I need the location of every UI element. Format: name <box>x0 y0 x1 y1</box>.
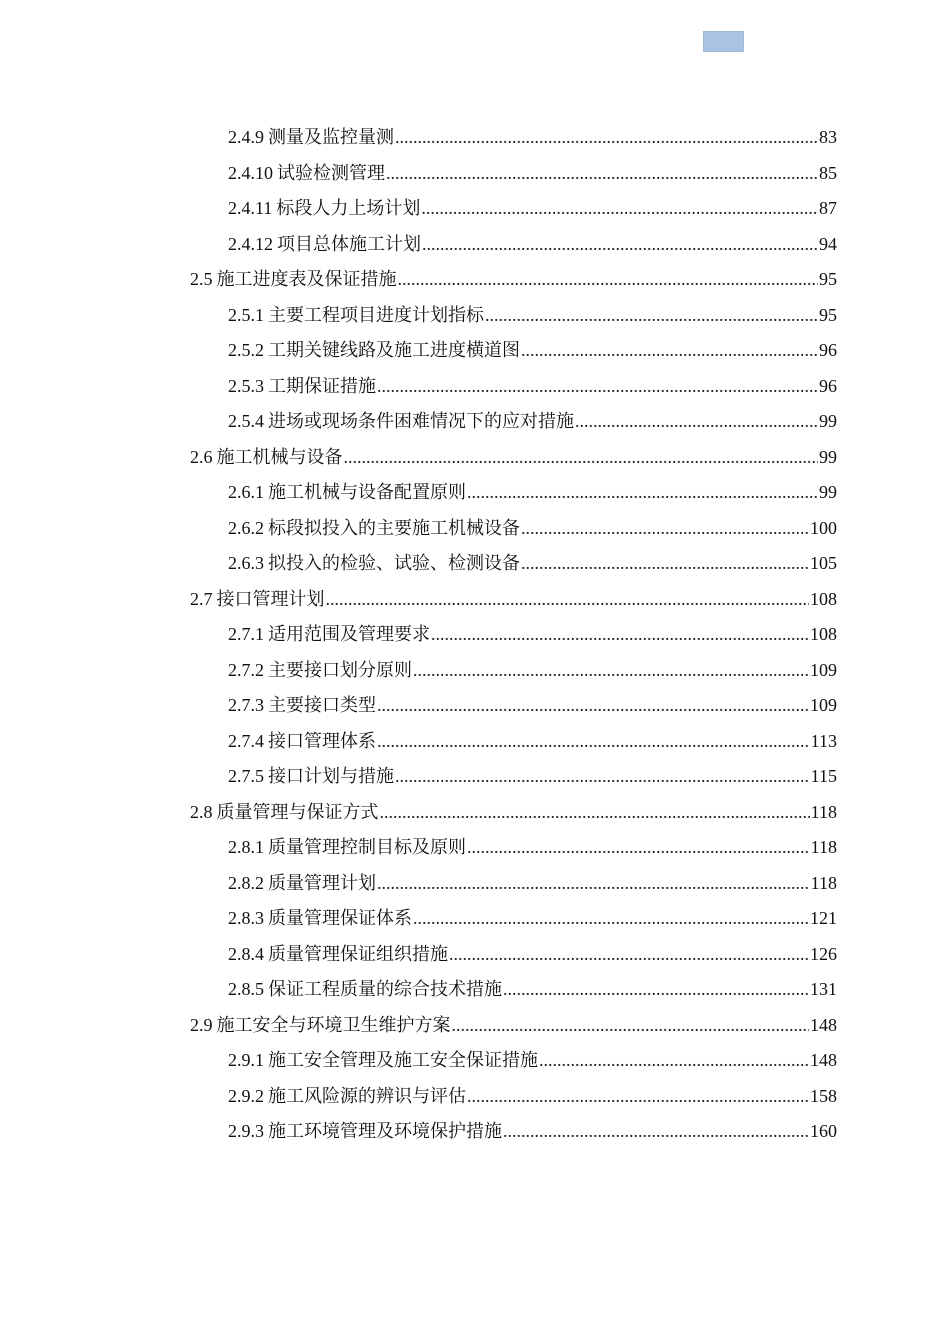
toc-entry-number: 2.6 <box>190 447 213 467</box>
toc-entry-number: 2.4.10 <box>228 163 273 183</box>
toc-entry-page-number: 99 <box>819 482 837 502</box>
toc-entry-page-number: 99 <box>819 447 837 467</box>
toc-entry-title: 项目总体施工计划 <box>277 234 421 254</box>
toc-entry-title: 标段人力上场计划 <box>276 198 421 218</box>
toc-entry-page-number: 95 <box>819 269 837 289</box>
toc-entry[interactable] <box>228 119 837 155</box>
toc-entry[interactable] <box>228 332 837 368</box>
toc-dot-leader <box>521 332 818 368</box>
toc-entry[interactable] <box>228 190 837 226</box>
toc-entry-number: 2.4.11 <box>228 198 273 218</box>
toc-entry-number: 2.7.4 <box>228 731 264 751</box>
toc-entry-page-number: 115 <box>810 766 837 786</box>
toc-entry[interactable] <box>190 1007 837 1043</box>
toc-entry-number: 2.5.1 <box>228 305 264 325</box>
toc-entry-number: 2.8.5 <box>228 979 264 999</box>
toc-entry-number: 2.7.1 <box>228 624 264 644</box>
toc-entry-number: 2.7.3 <box>228 695 264 715</box>
toc-entry-page-number: 109 <box>810 695 837 715</box>
toc-entry[interactable] <box>228 510 837 546</box>
toc-entry-number: 2.5.2 <box>228 340 264 360</box>
toc-entry-title: 测量及监控量测 <box>268 127 394 147</box>
toc-dot-leader <box>421 190 818 226</box>
toc-entry-number: 2.8 <box>190 802 213 822</box>
toc-entry-title: 主要工程项目进度计划指标 <box>268 305 484 325</box>
toc-entry-page-number: 83 <box>819 127 837 147</box>
toc-entry-number: 2.5.4 <box>228 411 264 431</box>
toc-entry-page-number: 131 <box>810 979 837 999</box>
toc-dot-leader <box>395 119 818 155</box>
toc-dot-leader <box>377 368 818 404</box>
toc-entry-title: 接口计划与措施 <box>268 766 394 786</box>
toc-entry-title: 工期关键线路及施工进度横道图 <box>268 340 520 360</box>
toc-entry-page-number: 100 <box>810 518 837 538</box>
toc-entry[interactable] <box>228 865 837 901</box>
toc-entry[interactable] <box>228 829 837 865</box>
toc-entry-number: 2.8.1 <box>228 837 264 857</box>
toc-entry-title: 接口管理体系 <box>268 731 376 751</box>
toc-entry-page-number: 121 <box>810 908 837 928</box>
toc-dot-leader <box>395 758 810 794</box>
toc-entry-page-number: 126 <box>810 944 837 964</box>
toc-entry-page-number: 148 <box>810 1050 837 1070</box>
toc-entry-title: 施工环境管理及环境保护措施 <box>268 1121 502 1141</box>
toc-dot-leader <box>431 616 809 652</box>
toc-dot-leader <box>326 581 810 617</box>
toc-entry-title: 质量管理与保证方式 <box>216 802 379 822</box>
toc-entry-title: 质量管理保证组织措施 <box>268 944 448 964</box>
toc-entry-title: 施工机械与设备 <box>216 447 343 467</box>
toc-entry-title: 接口管理计划 <box>216 589 325 609</box>
toc-entry-title: 质量管理控制目标及原则 <box>268 837 466 857</box>
toc-entry-number: 2.6.2 <box>228 518 264 538</box>
toc-entry-page-number: 158 <box>810 1086 837 1106</box>
toc-entry-number: 2.9.1 <box>228 1050 264 1070</box>
toc-dot-leader <box>503 971 809 1007</box>
toc-entry[interactable] <box>190 794 837 830</box>
toc-entry[interactable] <box>228 1078 837 1114</box>
toc-entry-number: 2.8.3 <box>228 908 264 928</box>
toc-entry-number: 2.9.3 <box>228 1121 264 1141</box>
toc-entry-title: 施工进度表及保证措施 <box>216 269 397 289</box>
toc-entry-title: 进场或现场条件困难情况下的应对措施 <box>268 411 574 431</box>
toc-entry[interactable] <box>228 616 837 652</box>
toc-entry-title: 试验检测管理 <box>277 163 385 183</box>
toc-entry-number: 2.7.5 <box>228 766 264 786</box>
toc-entry[interactable] <box>190 581 837 617</box>
toc-entry-number: 2.5.3 <box>228 376 264 396</box>
toc-dot-leader <box>380 794 810 830</box>
toc-entry-title: 主要接口类型 <box>268 695 376 715</box>
toc-entry-number: 2.6.3 <box>228 553 264 573</box>
toc-entry-title: 标段拟投入的主要施工机械设备 <box>268 518 520 538</box>
toc-dot-leader <box>467 474 818 510</box>
toc-entry-page-number: 108 <box>810 624 837 644</box>
toc-entry-number: 2.6.1 <box>228 482 264 502</box>
toc-dot-leader <box>398 261 819 297</box>
toc-entry-title: 质量管理计划 <box>268 873 376 893</box>
toc-entry-page-number: 85 <box>819 163 837 183</box>
toc-entry-title: 施工安全管理及施工安全保证措施 <box>268 1050 538 1070</box>
toc-entry-page-number: 87 <box>819 198 837 218</box>
toc-dot-leader <box>521 510 809 546</box>
toc-entry-page-number: 96 <box>819 340 837 360</box>
toc-dot-leader <box>521 545 809 581</box>
toc-dot-leader <box>539 1042 809 1078</box>
toc-entry-number: 2.8.4 <box>228 944 264 964</box>
toc-entry-page-number: 105 <box>810 553 837 573</box>
toc-dot-leader <box>449 936 809 972</box>
toc-entry-title: 工期保证措施 <box>268 376 376 396</box>
toc-entry-number: 2.4.12 <box>228 234 273 254</box>
toc-dot-leader <box>467 1078 809 1114</box>
toc-entry[interactable] <box>228 545 837 581</box>
toc-dot-leader <box>467 829 810 865</box>
toc-entry-page-number: 118 <box>810 873 837 893</box>
toc-entry-page-number: 118 <box>810 802 837 822</box>
toc-entry[interactable] <box>228 1113 837 1149</box>
toc-entry-page-number: 94 <box>819 234 837 254</box>
toc-entry-title: 主要接口划分原则 <box>268 660 412 680</box>
toc-dot-leader <box>452 1007 810 1043</box>
toc-entry-page-number: 99 <box>819 411 837 431</box>
toc-dot-leader <box>377 865 810 901</box>
toc-dot-leader <box>503 1113 809 1149</box>
toc-entry-page-number: 148 <box>810 1015 837 1035</box>
toc-dot-leader <box>386 155 818 191</box>
toc-entry-title: 保证工程质量的综合技术措施 <box>268 979 502 999</box>
toc-dot-leader <box>413 900 809 936</box>
toc-entry-number: 2.7.2 <box>228 660 264 680</box>
toc-entry-page-number: 113 <box>810 731 837 751</box>
toc-entry[interactable] <box>228 403 837 439</box>
toc-dot-leader <box>575 403 818 439</box>
toc-entry-number: 2.4.9 <box>228 127 264 147</box>
toc-entry[interactable] <box>228 474 837 510</box>
toc-entry-title: 质量管理保证体系 <box>268 908 412 928</box>
toc-entry[interactable] <box>228 652 837 688</box>
toc-entry[interactable] <box>228 900 837 936</box>
toc-entry[interactable] <box>228 687 837 723</box>
toc-entry[interactable] <box>228 758 837 794</box>
toc-entry-number: 2.7 <box>190 589 213 609</box>
toc-entry[interactable] <box>228 368 837 404</box>
toc-entry[interactable] <box>228 1042 837 1078</box>
toc-entry-title: 施工机械与设备配置原则 <box>268 482 466 502</box>
toc-entry-title: 拟投入的检验、试验、检测设备 <box>268 553 520 573</box>
toc-entry-page-number: 160 <box>810 1121 837 1141</box>
toc-entry-title: 适用范围及管理要求 <box>268 624 430 644</box>
toc-dot-leader <box>377 687 809 723</box>
toc-entry-number: 2.9.2 <box>228 1086 264 1106</box>
toc-entry-number: 2.8.2 <box>228 873 264 893</box>
toc-entry-number: 2.5 <box>190 269 213 289</box>
toc-entry[interactable] <box>228 297 837 333</box>
toc-entry-page-number: 108 <box>810 589 837 609</box>
toc-entry-page-number: 109 <box>810 660 837 680</box>
toc-dot-leader <box>377 723 810 759</box>
toc-dot-leader <box>485 297 818 333</box>
toc-dot-leader <box>413 652 809 688</box>
toc-entry[interactable] <box>228 971 837 1007</box>
toc-entry[interactable] <box>228 155 837 191</box>
toc-entry[interactable] <box>228 936 837 972</box>
toc-entry[interactable] <box>228 723 837 759</box>
toc-entry-number: 2.9 <box>190 1015 213 1035</box>
toc-entry-title: 施工风险源的辨识与评估 <box>268 1086 466 1106</box>
toc-entry-page-number: 95 <box>819 305 837 325</box>
toc-entry[interactable] <box>190 261 837 297</box>
toc-dot-leader <box>422 226 818 262</box>
toc-entry[interactable] <box>190 439 837 475</box>
header-color-tab <box>703 31 744 52</box>
toc-entry[interactable] <box>228 226 837 262</box>
toc-entry-page-number: 118 <box>810 837 837 857</box>
toc-entry-title: 施工安全与环境卫生维护方案 <box>216 1015 451 1035</box>
toc-entry-page-number: 96 <box>819 376 837 396</box>
toc-dot-leader <box>344 439 819 475</box>
